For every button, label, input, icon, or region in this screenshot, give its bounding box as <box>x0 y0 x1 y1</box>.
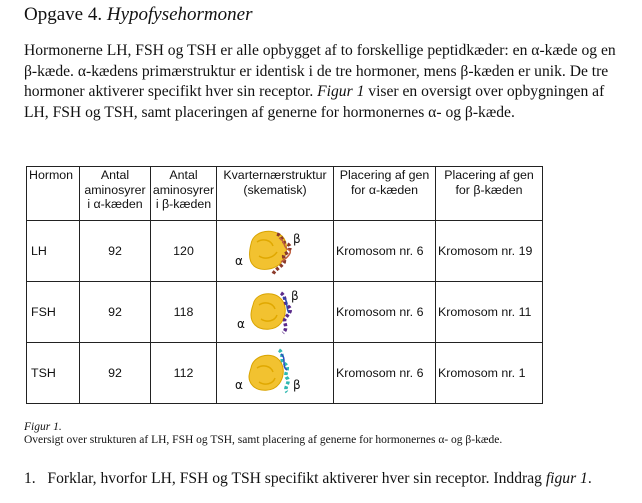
alpha-label: α <box>237 317 245 331</box>
intro-paragraph <box>24 41 624 123</box>
header-hormone: Hormon <box>27 167 80 221</box>
alpha-aa-count: 92 <box>80 282 151 343</box>
lh-structure-svg <box>217 222 333 280</box>
alpha-label: α <box>235 378 243 392</box>
hormone-table <box>26 166 543 404</box>
beta-label: β <box>293 232 301 246</box>
alpha-aa-count: 92 <box>80 221 151 282</box>
question-end: . <box>587 470 592 487</box>
table-row <box>27 343 543 404</box>
beta-aa-count: 120 <box>151 221 217 282</box>
alpha-gene-location: Kromosom nr. 6 <box>334 221 436 282</box>
intro-text-end: viser en oversigt over opbygningen af LH, FSH og TSH, samt placeringen af generne for hormonernes α- og β-kæde. <box>24 83 605 121</box>
table-header-row <box>27 167 543 221</box>
figure-caption-label: Figur 1. <box>24 421 62 433</box>
tsh-structure-svg <box>217 344 333 402</box>
header-beta-gene: Placering af gen for β-kæden <box>436 167 543 221</box>
structure-cell <box>217 282 334 343</box>
structure-cell <box>217 221 334 282</box>
structure-cell <box>217 343 334 404</box>
header-alpha-aa: Antal aminosyrer i α-kæden <box>80 167 151 221</box>
beta-label: β <box>293 378 301 392</box>
alpha-gene-location: Kromosom nr. 6 <box>334 343 436 404</box>
beta-gene-location: Kromosom nr. 11 <box>436 282 543 343</box>
beta-label: β <box>291 289 299 303</box>
alpha-aa-count: 92 <box>80 343 151 404</box>
question-1 <box>24 470 592 488</box>
question-text: Forklar, hvorfor LH, FSH og TSH specifikt aktiverer hver sin receptor. Inddrag <box>47 470 542 487</box>
exercise-number: Opgave 4. <box>24 4 103 25</box>
fsh-structure-svg <box>217 283 333 341</box>
hormone-name: TSH <box>27 343 80 404</box>
header-beta-aa: Antal aminosyrer i β-kæden <box>151 167 217 221</box>
beta-gene-location: Kromosom nr. 1 <box>436 343 543 404</box>
table-row <box>27 282 543 343</box>
figure-caption <box>24 421 502 447</box>
hormone-name: LH <box>27 221 80 282</box>
tsh-structure-diagram <box>217 344 333 402</box>
beta-aa-count: 112 <box>151 343 217 404</box>
lh-structure-diagram <box>217 222 333 280</box>
beta-gene-location: Kromosom nr. 19 <box>436 221 543 282</box>
figure-caption-text: Oversigt over strukturen af LH, FSH og TSH, samt placering af generne for hormonernes α- og β-kæde. <box>24 434 503 446</box>
hormone-name: FSH <box>27 282 80 343</box>
alpha-label: α <box>235 254 243 268</box>
intro-text: Hormonerne LH, FSH og TSH er alle opbygget af to forskellige peptidkæder: en α-kæde og en β-kæde. α-kædens primærstruktur er identisk i de tre hormoner, mens β-kæden er unik. De tre hormoner aktiverer specifikt hver sin receptor. <box>24 42 616 100</box>
beta-aa-count: 118 <box>151 282 217 343</box>
header-structure: Kvarternærstruktur (skematisk) <box>217 167 334 221</box>
fsh-structure-diagram <box>217 283 333 341</box>
question-number: 1. <box>24 470 36 487</box>
question-figure-ref: figur 1 <box>545 470 588 487</box>
intro-figure-ref: Figur 1 <box>317 83 365 100</box>
page-title <box>24 4 252 26</box>
header-alpha-gene: Placering af gen for α-kæden <box>334 167 436 221</box>
exercise-title: Hypofysehormoner <box>106 4 253 25</box>
alpha-gene-location: Kromosom nr. 6 <box>334 282 436 343</box>
table-row <box>27 221 543 282</box>
